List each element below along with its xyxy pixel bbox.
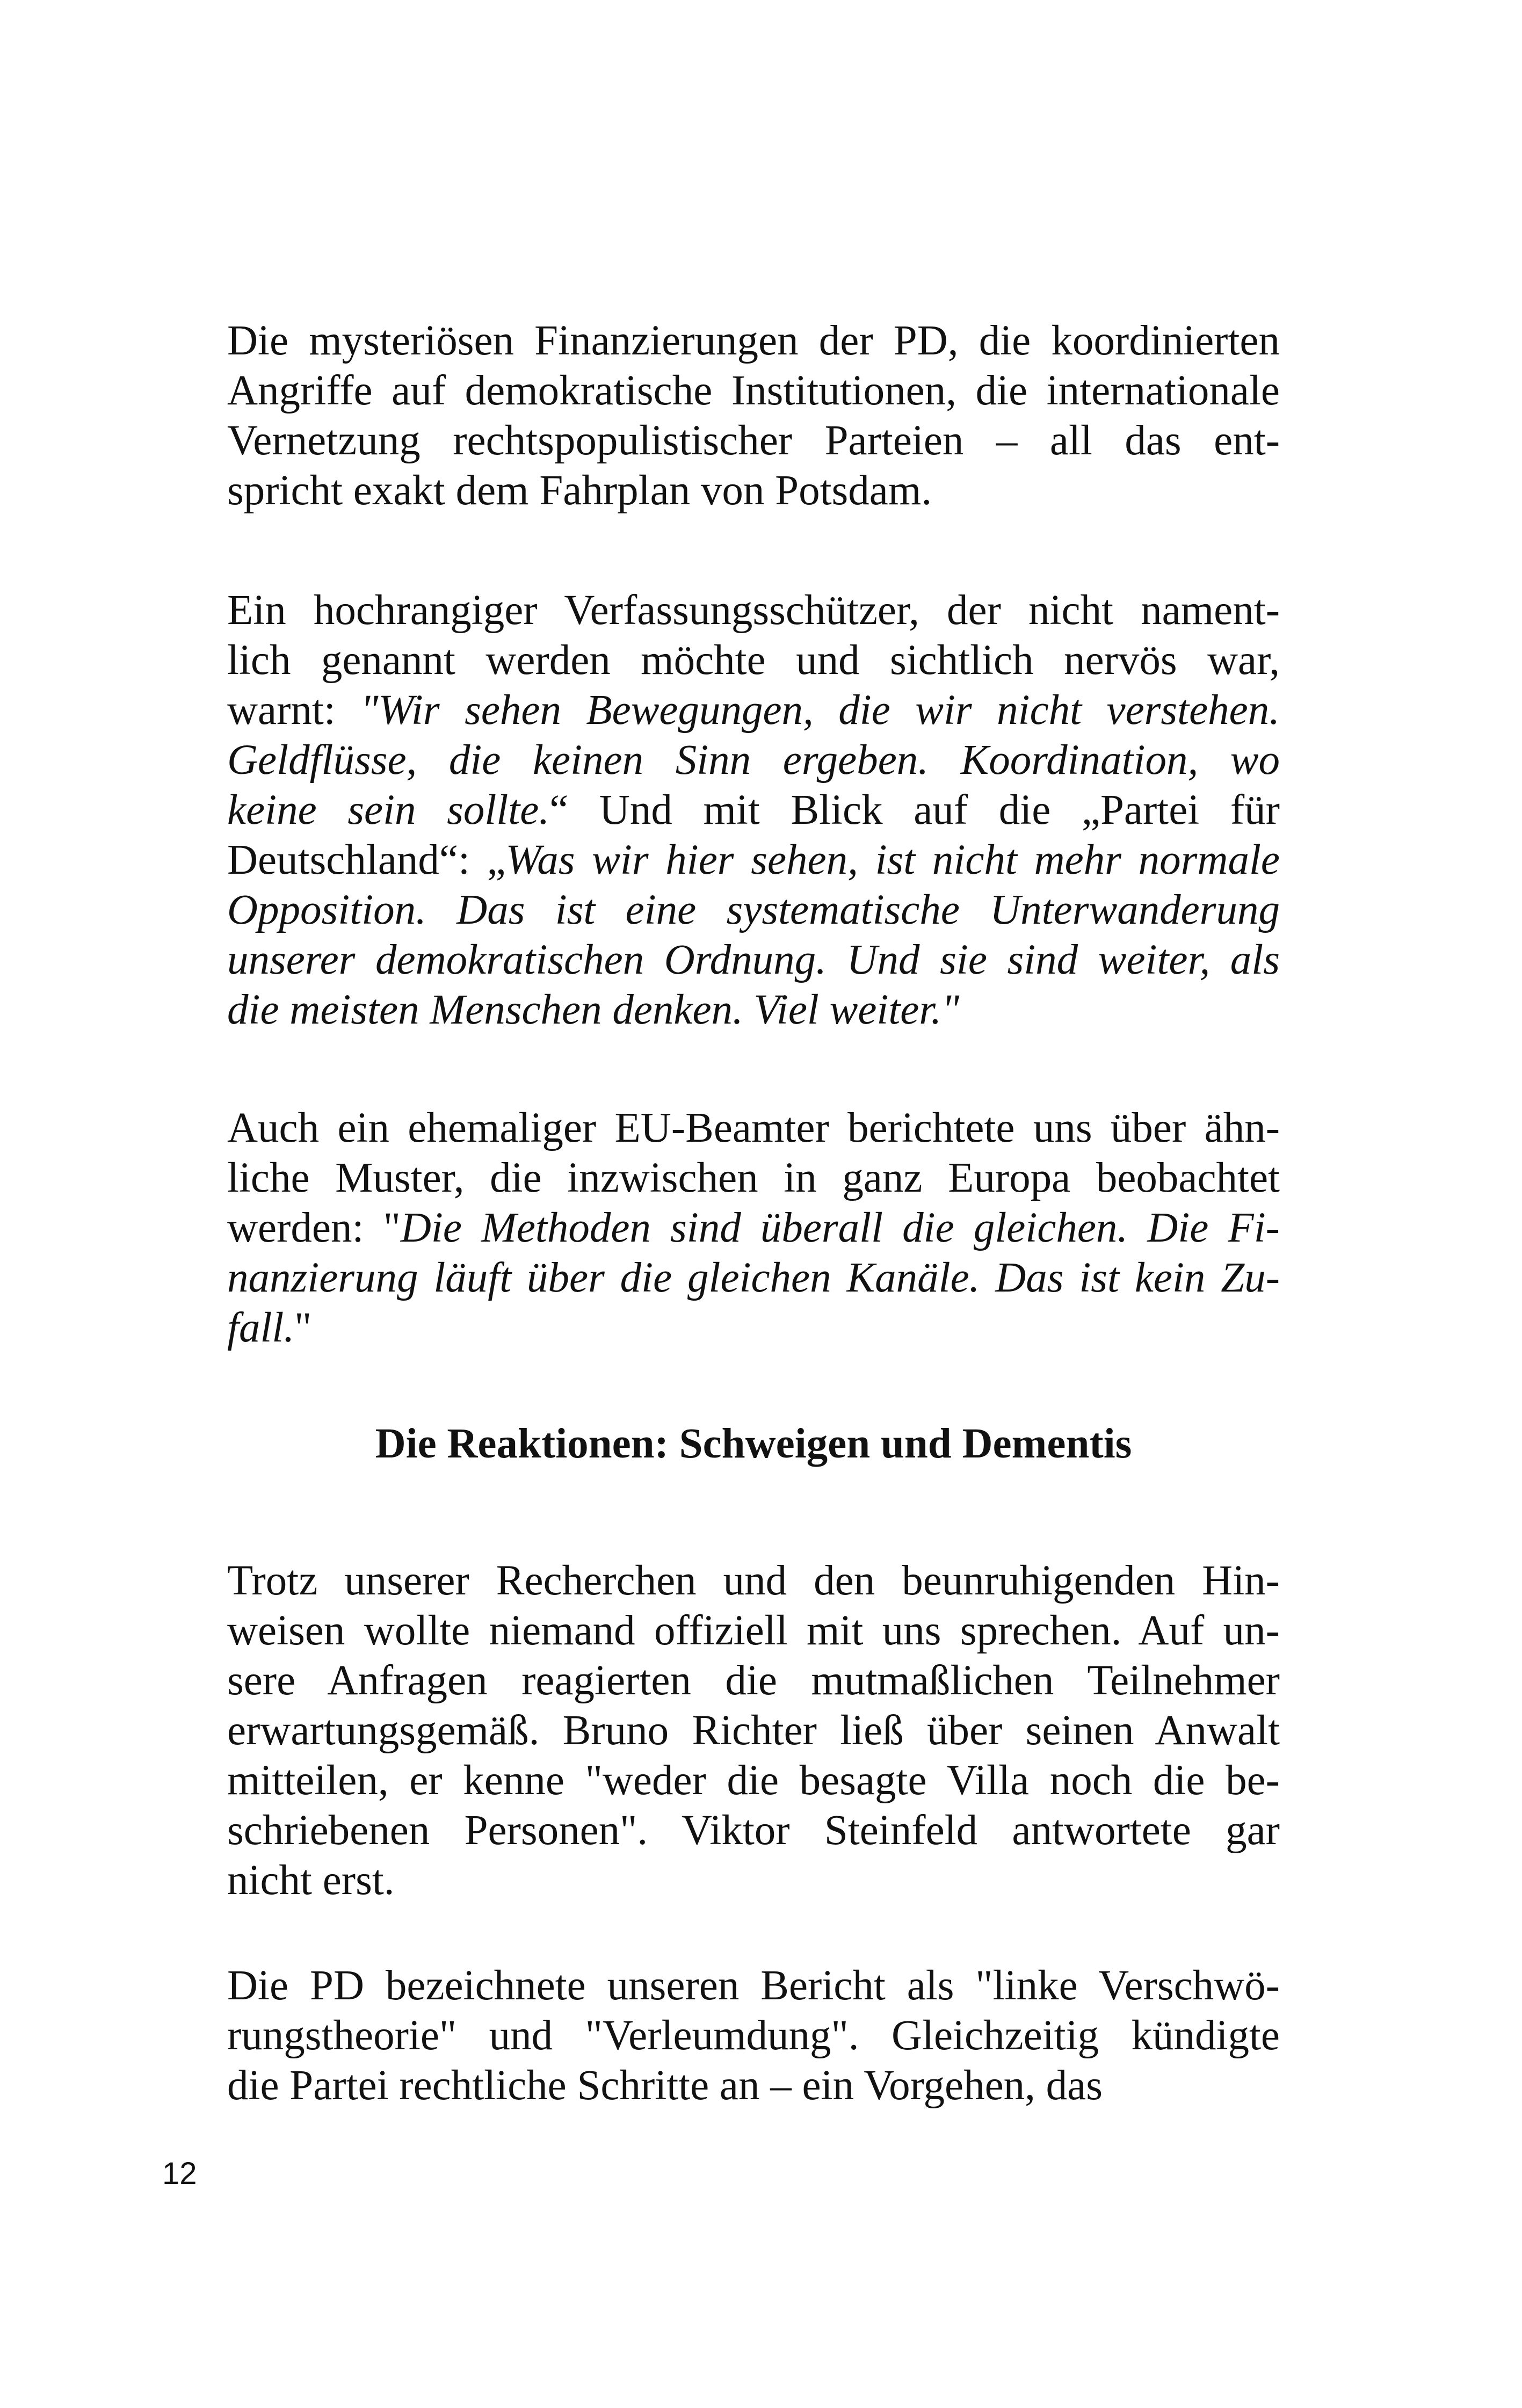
text-line [227, 1706, 1280, 1756]
text-line [227, 885, 1280, 935]
text-line [227, 835, 1280, 885]
text-line [227, 1253, 1280, 1303]
text-line [227, 685, 1280, 735]
body-text: die Partei rechtliche Schritte an – ein Vorgehen, das [227, 2062, 1103, 2109]
italic-quote-text: Was wir hier sehen, ist nicht mehr normale [505, 837, 1280, 883]
text-line [227, 2011, 1280, 2061]
body-text: weisen wollte niemand offiziell mit uns sprechen. Auf un- [227, 1607, 1280, 1654]
italic-quote-text: Geldflüsse, die keinen Sinn ergeben. Koordination, wo [227, 737, 1280, 784]
text-line [227, 1805, 1280, 1855]
paragraph-financing [227, 316, 1280, 516]
text-line [227, 935, 1280, 985]
body-text: mitteilen, er kenne "weder die besagte Villa noch die be- [227, 1757, 1280, 1804]
body-text: erwartungsgemäß. Bruno Richter ließ über seinen Anwalt [227, 1707, 1280, 1754]
text-line [227, 1756, 1280, 1805]
text-line [227, 635, 1280, 685]
text-line [227, 1303, 1280, 1353]
body-text: werden: " [227, 1205, 401, 1251]
text-line [227, 1606, 1280, 1656]
body-text: sere Anfragen reagierten die mutmaßlichen Teilnehmer [227, 1657, 1280, 1704]
italic-quote-text: fall. [227, 1304, 295, 1351]
body-text: schriebenen Personen". Viktor Steinfeld antwortete gar [227, 1807, 1280, 1854]
body-text: spricht exakt dem Fahrplan von Potsdam. [227, 467, 932, 514]
text-line [227, 1855, 1280, 1905]
text-line [227, 1103, 1280, 1153]
text-line [227, 985, 1280, 1035]
text-line [227, 735, 1280, 785]
italic-quote-text: die meisten Menschen denken. Viel weiter." [227, 987, 960, 1033]
paragraph-pd-response [227, 1961, 1280, 2110]
italic-quote-text: unserer demokratischen Ordnung. Und sie sind weiter, als [227, 937, 1280, 983]
text-line [227, 366, 1280, 416]
body-text: Auch ein ehemaliger EU-Beamter berichtete uns über ähn- [227, 1105, 1280, 1151]
text-line [227, 466, 1280, 516]
body-text: " [294, 1304, 312, 1351]
text-line [227, 1556, 1280, 1606]
body-text: rungstheorie" und "Verleumdung". Gleichzeitig kündigte [227, 2012, 1280, 2059]
italic-quote-text: nanzierung läuft über die gleichen Kanäle. Das ist kein Zu- [227, 1254, 1280, 1301]
text-line [227, 1203, 1280, 1253]
body-text: lich genannt werden möchte und sichtlich nervös war, [227, 637, 1280, 684]
body-text: Die PD bezeichnete unseren Bericht als "linke Verschwö- [227, 1962, 1280, 2009]
body-text: Ein hochrangiger Verfassungsschützer, der nicht nament- [227, 587, 1280, 634]
body-text: Angriffe auf demokratische Institutionen, die internationale [227, 367, 1280, 414]
body-text: warnt: [227, 687, 361, 734]
body-text: Deutschland“: „ [227, 837, 506, 883]
italic-quote-text: Die Methoden sind überall die gleichen. Die Fi- [400, 1205, 1280, 1251]
body-text: Vernetzung rechtspopulistischer Parteien – all das ent- [227, 417, 1280, 464]
text-line [227, 585, 1280, 635]
paragraph-reactions [227, 1556, 1280, 1905]
text-line [227, 2061, 1280, 2110]
italic-quote-text: keine sein sollte. [227, 787, 550, 833]
text-line [227, 1961, 1280, 2011]
text-line [227, 785, 1280, 835]
text-line [227, 1656, 1280, 1706]
paragraph-verfassungsschuetzer-quote [227, 585, 1280, 1035]
page-number: 12 [162, 2156, 197, 2191]
italic-quote-text: "Wir sehen Bewegungen, die wir nicht verstehen. [360, 687, 1280, 734]
body-text: Trotz unserer Recherchen und den beunruhigenden Hin- [227, 1557, 1280, 1604]
body-text: nicht erst. [227, 1857, 395, 1904]
italic-quote-text: Opposition. Das ist eine systematische Unterwanderung [227, 887, 1280, 933]
body-text: “ Und mit Blick auf die „Partei für [549, 787, 1280, 833]
text-line [227, 416, 1280, 466]
paragraph-eu-official-quote [227, 1103, 1280, 1353]
text-line [227, 1153, 1280, 1203]
body-text: Die mysteriösen Finanzierungen der PD, die koordinierten [227, 317, 1280, 364]
section-heading: Die Reaktionen: Schweigen und Dementis [375, 1420, 1132, 1467]
body-text: liche Muster, die inzwischen in ganz Europa beobachtet [227, 1155, 1280, 1201]
text-line [227, 316, 1280, 366]
